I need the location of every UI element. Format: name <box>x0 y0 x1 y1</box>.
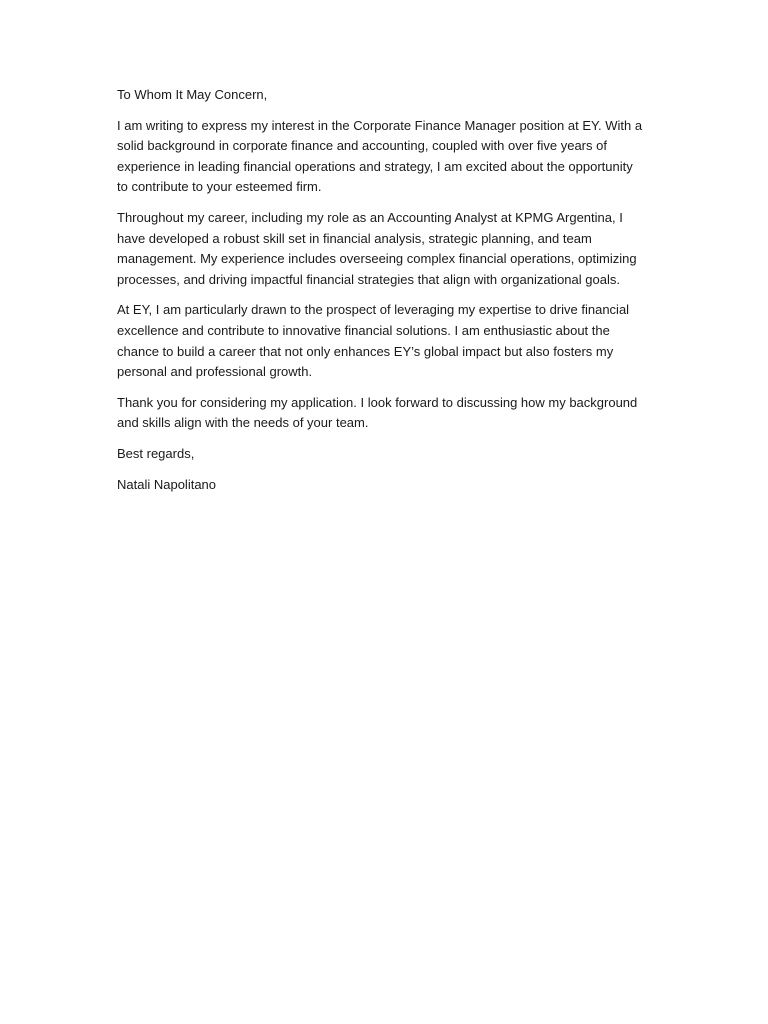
letter-salutation: To Whom It May Concern, <box>117 87 268 102</box>
letter-paragraph-experience: Throughout my career, including my role as an Accounting Analyst at KPMG Argentina, I have developed a robust skill set in financial analysis, strategic planning, and team management. My experience includes overseeing complex financial operations, optimizing processes, and driving impactful financial strategies that align with organizational goals. <box>117 209 637 287</box>
letter-paragraph-motivation: At EY, I am particularly drawn to the prospect of leveraging my expertise to drive financial excellence and contribute to innovative financial solutions. I am enthusiastic about the chance to build a career that not only enhances EY’s global impact but also fosters my personal and professional growth. <box>117 302 630 380</box>
letter-closing: Best regards, <box>117 445 195 461</box>
cover-letter <box>117 85 647 505</box>
letter-signature: Natali Napolitano <box>117 476 217 492</box>
letter-paragraph-intro: I am writing to express my interest in the Corporate Finance Manager position at EY. With a solid background in corporate finance and accounting, coupled with over five years of experience in leading financial operations and strategy, I am excited about the opportunity to contribute to your esteemed firm. <box>117 117 643 195</box>
letter-paragraph-thanks: Thank you for considering my application. I look forward to discussing how my background and skills align with the needs of your team. <box>117 394 638 431</box>
